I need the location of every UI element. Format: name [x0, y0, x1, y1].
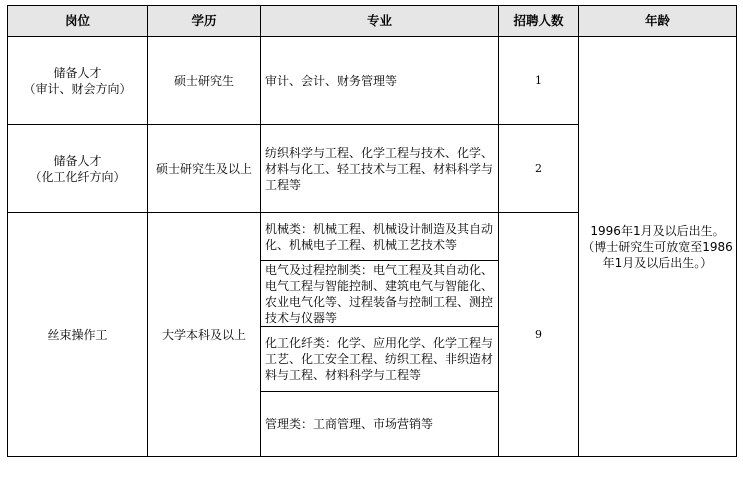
- position-direction: （化工化纤方向）: [29, 169, 126, 184]
- education-cell: 大学本科及以上: [148, 213, 261, 457]
- header-headcount: 招聘人数: [499, 6, 579, 37]
- header-education: 学历: [148, 6, 261, 37]
- position-title: 储备人才: [53, 65, 102, 80]
- position-cell: [8, 125, 148, 213]
- age-requirement: 1996年1月及以后出生。: [590, 223, 725, 238]
- header-major: 专业: [261, 6, 499, 37]
- age-cell: [579, 37, 737, 457]
- major-cell-management: 管理类：工商管理、市场营销等: [261, 392, 499, 457]
- recruitment-table: [7, 5, 737, 457]
- recruitment-table-container: [7, 5, 737, 457]
- major-cell: 纺织科学与工程、化学工程与技术、化学、材料与化工、轻工技术与工程、材料科学与工程等: [261, 125, 499, 213]
- major-cell-mechanical: 机械类：机械工程、机械设计制造及其自动化、机械电子工程、机械工艺技术等: [261, 213, 499, 261]
- header-row: [8, 6, 737, 37]
- header-age: 年龄: [579, 6, 737, 37]
- education-cell: 硕士研究生及以上: [148, 125, 261, 213]
- position-direction: （审计、财会方向）: [23, 81, 132, 96]
- headcount-cell: 2: [499, 125, 579, 213]
- position-cell: 丝束操作工: [8, 213, 148, 457]
- header-position: 岗位: [8, 6, 148, 37]
- position-cell: [8, 37, 148, 125]
- position-title: 储备人才: [53, 153, 102, 168]
- major-cell-chemical: 化工化纤类：化学、应用化学、化学工程与工艺、化工安全工程、纺织工程、非织造材料与工程、材料科学与工程等: [261, 327, 499, 392]
- age-exception: （博士研究生可放宽至1986年1月及以后出生。）: [582, 239, 733, 270]
- headcount-cell: 1: [499, 37, 579, 125]
- headcount-cell: 9: [499, 213, 579, 457]
- education-cell: 硕士研究生: [148, 37, 261, 125]
- major-cell: 审计、会计、财务管理等: [261, 37, 499, 125]
- table-row: [8, 37, 737, 125]
- major-cell-electrical: 电气及过程控制类：电气工程及其自动化、电气工程与智能控制、建筑电气与智能化、农业电气化等、过程装备与控制工程、测控技术与仪器等: [261, 261, 499, 327]
